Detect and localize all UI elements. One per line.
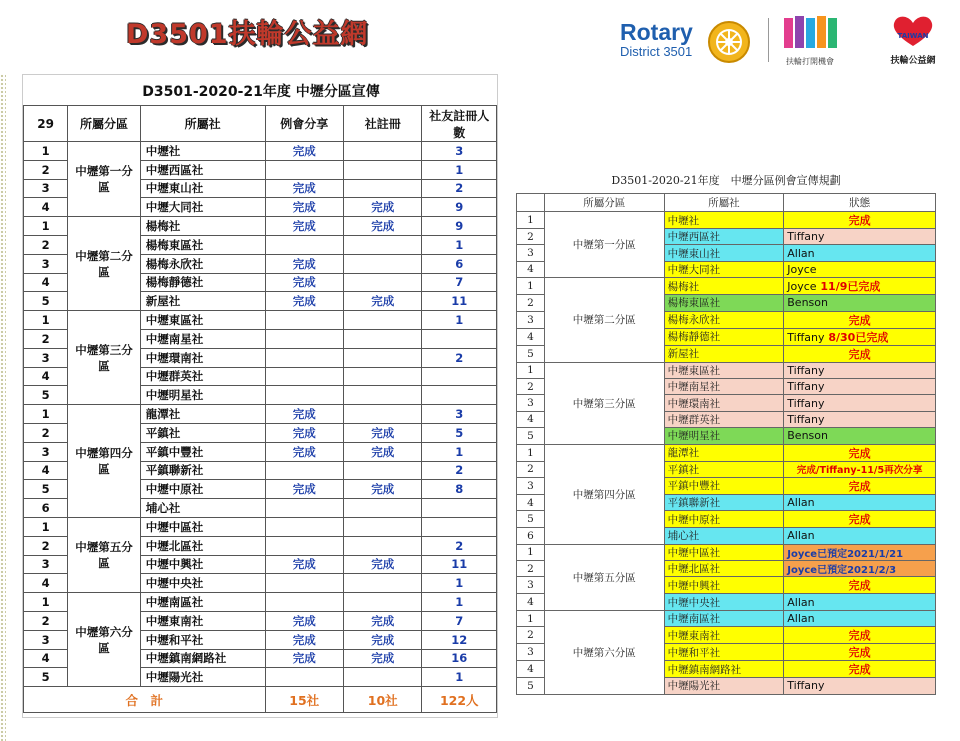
status-cell: Benson <box>784 428 936 444</box>
club-name: 楊梅東區社 <box>664 295 784 311</box>
club-name: 中壢南區社 <box>664 610 784 626</box>
row-number: 5 <box>24 292 68 311</box>
meeting-share-status: 完成 <box>265 142 343 161</box>
meeting-share-status <box>265 668 343 687</box>
row-number: 3 <box>517 395 545 411</box>
member-count: 16 <box>422 649 497 668</box>
member-count: 2 <box>422 536 497 555</box>
area-name: 中壢第一分區 <box>68 142 140 217</box>
club-name: 中壢大同社 <box>664 261 784 277</box>
rotary-name: Rotary <box>620 19 693 45</box>
club-registration-status <box>343 160 421 179</box>
club-name: 中壢東山社 <box>664 245 784 261</box>
status-cell: 完成 <box>784 627 936 644</box>
status-cell: Tiffany <box>784 229 936 245</box>
status-cell: 完成 <box>784 577 936 594</box>
meeting-share-status: 完成 <box>265 405 343 424</box>
row-number: 2 <box>517 295 545 311</box>
club-name: 中壢社 <box>664 212 784 229</box>
col-header-count: 29 <box>24 106 68 142</box>
club-name: 楊梅永欣社 <box>664 311 784 328</box>
row-number: 2 <box>517 378 545 394</box>
meeting-share-status <box>265 461 343 480</box>
status-cell: 完成 <box>784 477 936 494</box>
club-name: 中壢中區社 <box>140 517 265 536</box>
club-registration-status <box>343 405 421 424</box>
col-header-area: 所屬分區 <box>544 194 664 212</box>
member-count <box>422 329 497 348</box>
area-name: 中壢第一分區 <box>544 212 664 278</box>
member-count <box>422 517 497 536</box>
row-number: 5 <box>517 511 545 528</box>
fulun-logo <box>778 14 842 67</box>
status-cell: Joyce已預定2021/2/3 <box>784 561 936 577</box>
row-number: 4 <box>24 649 68 668</box>
club-name: 中壢社 <box>140 142 265 161</box>
club-name: 中壢中興社 <box>664 577 784 594</box>
row-number: 3 <box>24 179 68 198</box>
club-name: 中壢南星社 <box>140 329 265 348</box>
meeting-share-status: 完成 <box>265 292 343 311</box>
area-name: 中壢第四分區 <box>68 405 140 518</box>
row-number: 3 <box>517 245 545 261</box>
row-number: 1 <box>24 142 68 161</box>
table-row <box>24 593 497 612</box>
club-registration-status <box>343 668 421 687</box>
club-name: 新屋社 <box>664 345 784 362</box>
col-header-area: 所屬分區 <box>68 106 140 142</box>
col-header-index <box>517 194 545 212</box>
row-number: 4 <box>517 661 545 678</box>
row-number: 2 <box>517 229 545 245</box>
table-row <box>24 517 497 536</box>
row-number: 2 <box>517 627 545 644</box>
club-registration-status <box>343 499 421 518</box>
club-name: 平鎮聯新社 <box>140 461 265 480</box>
row-number: 4 <box>24 367 68 386</box>
meeting-share-status <box>265 160 343 179</box>
row-number: 4 <box>517 328 545 345</box>
table-row <box>517 278 936 295</box>
member-count: 3 <box>422 405 497 424</box>
row-number: 2 <box>517 461 545 477</box>
row-number: 5 <box>24 386 68 405</box>
member-count: 7 <box>422 611 497 630</box>
meeting-share-status <box>265 235 343 254</box>
club-name: 中壢明星社 <box>140 386 265 405</box>
member-count: 6 <box>422 254 497 273</box>
club-name: 平鎮聯新社 <box>664 494 784 510</box>
club-name: 中壢明星社 <box>664 428 784 444</box>
taiwan-label: 扶輪公益網 <box>890 56 936 66</box>
meeting-share-status: 完成 <box>265 649 343 668</box>
total-label: 合 計 <box>24 687 266 713</box>
member-count: 1 <box>422 668 497 687</box>
table-header-row <box>24 106 497 142</box>
club-name: 中壢大同社 <box>140 198 265 217</box>
table-row <box>24 142 497 161</box>
col-header-club: 所屬社 <box>664 194 784 212</box>
row-number: 1 <box>24 593 68 612</box>
club-registration-status <box>343 142 421 161</box>
row-number: 2 <box>24 611 68 630</box>
row-number: 3 <box>517 644 545 661</box>
meeting-share-status: 完成 <box>265 217 343 236</box>
status-cell: 完成 <box>784 661 936 678</box>
area-name: 中壢第二分區 <box>68 217 140 311</box>
logo-divider <box>768 18 769 62</box>
row-number: 1 <box>517 544 545 560</box>
club-name: 中壢群英社 <box>664 411 784 427</box>
table-row <box>517 444 936 461</box>
meeting-share-status <box>265 536 343 555</box>
row-number: 2 <box>24 423 68 442</box>
row-number: 1 <box>24 517 68 536</box>
member-count: 8 <box>422 480 497 499</box>
club-name: 中壢東南社 <box>140 611 265 630</box>
meeting-share-status <box>265 499 343 518</box>
status-person: Joyce <box>787 280 817 294</box>
member-count <box>422 386 497 405</box>
club-name: 中壢鎮南網路社 <box>664 661 784 678</box>
row-number: 6 <box>517 528 545 544</box>
club-name: 中壢中興社 <box>140 555 265 574</box>
row-number: 2 <box>24 329 68 348</box>
row-number: 3 <box>24 254 68 273</box>
club-name: 中壢東區社 <box>664 362 784 378</box>
row-number: 3 <box>24 630 68 649</box>
status-cell: 完成 <box>784 212 936 229</box>
club-name: 平鎮社 <box>664 461 784 477</box>
club-name: 中壢東南社 <box>664 627 784 644</box>
member-count: 9 <box>422 198 497 217</box>
meeting-share-status <box>265 517 343 536</box>
status-cell: Tiffany <box>784 395 936 411</box>
status-note: 11/9已完成 <box>816 280 881 294</box>
meeting-share-status <box>265 386 343 405</box>
club-name: 中壢中原社 <box>140 480 265 499</box>
status-cell: Allan <box>784 528 936 544</box>
meeting-share-status <box>265 348 343 367</box>
meeting-share-status: 完成 <box>265 423 343 442</box>
member-count: 1 <box>422 442 497 461</box>
row-number: 4 <box>517 594 545 610</box>
club-registration-status <box>343 367 421 386</box>
area-name: 中壢第二分區 <box>544 278 664 362</box>
club-name: 中壢和平社 <box>140 630 265 649</box>
row-number: 1 <box>24 311 68 330</box>
member-count: 1 <box>422 160 497 179</box>
row-number: 2 <box>24 235 68 254</box>
meeting-share-status: 完成 <box>265 179 343 198</box>
member-count: 3 <box>422 142 497 161</box>
club-name: 中壢環南社 <box>664 395 784 411</box>
club-registration-status <box>343 235 421 254</box>
rotary-wheel-icon <box>706 19 752 65</box>
club-name: 中壢環南社 <box>140 348 265 367</box>
member-count: 1 <box>422 574 497 593</box>
status-cell: Allan <box>784 594 936 610</box>
meeting-share-status <box>265 311 343 330</box>
member-count <box>422 499 497 518</box>
total-registration: 10社 <box>343 687 421 713</box>
club-name: 中壢東山社 <box>140 179 265 198</box>
col-header-registration: 社註冊 <box>343 106 421 142</box>
table-row <box>517 212 936 229</box>
row-number: 5 <box>517 678 545 694</box>
club-registration-status <box>343 273 421 292</box>
member-count <box>422 367 497 386</box>
rotary-logo <box>620 20 693 59</box>
status-cell: Tiffany <box>784 411 936 427</box>
club-registration-status <box>343 517 421 536</box>
row-number: 4 <box>24 461 68 480</box>
left-table-title: D3501-2020-21年度 中壢分區宣傳 <box>142 84 380 100</box>
row-number: 4 <box>517 261 545 277</box>
area-name: 中壢第五分區 <box>544 544 664 610</box>
club-name: 楊梅社 <box>664 278 784 295</box>
status-cell: Tiffany <box>784 678 936 694</box>
row-number: 1 <box>517 610 545 626</box>
club-name: 埔心社 <box>140 499 265 518</box>
table-row <box>24 217 497 236</box>
member-count: 11 <box>422 555 497 574</box>
club-name: 中壢東區社 <box>140 311 265 330</box>
status-cell: 完成 <box>784 511 936 528</box>
row-number: 1 <box>24 405 68 424</box>
status-cell: Allan <box>784 610 936 626</box>
club-name: 楊梅靜德社 <box>664 328 784 345</box>
club-name: 中壢西區社 <box>664 229 784 245</box>
row-number: 2 <box>24 160 68 179</box>
table-row <box>24 405 497 424</box>
club-name: 楊梅靜德社 <box>140 273 265 292</box>
member-count: 1 <box>422 593 497 612</box>
member-count: 2 <box>422 461 497 480</box>
meeting-share-status: 完成 <box>265 198 343 217</box>
status-cell: Allan <box>784 245 936 261</box>
member-count: 1 <box>422 311 497 330</box>
member-count: 2 <box>422 179 497 198</box>
club-registration-status: 完成 <box>343 442 421 461</box>
club-registration-status: 完成 <box>343 480 421 499</box>
page-title: D3501扶輪公益網 <box>126 19 369 50</box>
status-person: Tiffany <box>787 330 825 344</box>
meeting-share-status <box>265 574 343 593</box>
member-count: 11 <box>422 292 497 311</box>
total-member-count: 122人 <box>422 687 497 713</box>
total-row <box>24 687 497 713</box>
club-name: 楊梅東區社 <box>140 235 265 254</box>
status-cell: Tiffany <box>784 362 936 378</box>
row-number: 5 <box>24 480 68 499</box>
meeting-share-status: 完成 <box>265 442 343 461</box>
table-row <box>517 362 936 378</box>
meeting-share-status: 完成 <box>265 480 343 499</box>
club-registration-status <box>343 311 421 330</box>
club-name: 中壢鎮南網路社 <box>140 649 265 668</box>
status-cell: 完成 <box>784 311 936 328</box>
member-count: 2 <box>422 348 497 367</box>
club-registration-status <box>343 536 421 555</box>
club-name: 龍潭社 <box>664 444 784 461</box>
row-number: 3 <box>517 311 545 328</box>
club-name: 中壢中央社 <box>664 594 784 610</box>
row-number: 1 <box>517 444 545 461</box>
club-registration-status <box>343 461 421 480</box>
club-registration-status: 完成 <box>343 611 421 630</box>
fulun-label: 扶輪打開機會 <box>786 57 834 66</box>
row-number: 3 <box>24 348 68 367</box>
club-registration-status <box>343 574 421 593</box>
row-number: 1 <box>24 217 68 236</box>
row-number: 5 <box>24 668 68 687</box>
status-note: 8/30已完成 <box>824 330 889 344</box>
club-name: 楊梅社 <box>140 217 265 236</box>
status-cell: 完成 <box>784 345 936 362</box>
member-count: 7 <box>422 273 497 292</box>
club-registration-status <box>343 593 421 612</box>
table-row <box>517 544 936 560</box>
club-name: 中壢陽光社 <box>664 678 784 694</box>
row-number: 5 <box>517 345 545 362</box>
status-cell: Allan <box>784 494 936 510</box>
meeting-share-status: 完成 <box>265 254 343 273</box>
club-registration-status: 完成 <box>343 555 421 574</box>
row-number: 1 <box>517 278 545 295</box>
status-cell: 完成/Tiffany-11/5再次分享 <box>784 461 936 477</box>
row-number: 3 <box>24 555 68 574</box>
club-name: 中壢北區社 <box>664 561 784 577</box>
row-number: 4 <box>517 411 545 427</box>
club-name: 中壢群英社 <box>140 367 265 386</box>
club-name: 中壢中央社 <box>140 574 265 593</box>
status-cell <box>784 328 936 345</box>
row-number: 1 <box>517 212 545 229</box>
row-number: 6 <box>24 499 68 518</box>
status-cell: 完成 <box>784 644 936 661</box>
meeting-share-status: 完成 <box>265 630 343 649</box>
club-name: 中壢南區社 <box>140 593 265 612</box>
member-count: 5 <box>422 423 497 442</box>
club-registration-status: 完成 <box>343 292 421 311</box>
table-row <box>517 610 936 626</box>
row-number: 2 <box>24 536 68 555</box>
table-row <box>24 311 497 330</box>
status-cell: Benson <box>784 295 936 311</box>
club-name: 中壢中原社 <box>664 511 784 528</box>
area-name: 中壢第五分區 <box>68 517 140 592</box>
club-registration-status: 完成 <box>343 423 421 442</box>
club-name: 中壢南星社 <box>664 378 784 394</box>
fulun-doors-icon <box>780 14 840 50</box>
club-name: 中壢北區社 <box>140 536 265 555</box>
status-cell: Tiffany <box>784 378 936 394</box>
row-number: 4 <box>517 494 545 510</box>
area-name: 中壢第三分區 <box>68 311 140 405</box>
rotary-district: District 3501 <box>620 44 693 59</box>
club-name: 埔心社 <box>664 528 784 544</box>
club-name: 中壢陽光社 <box>140 668 265 687</box>
club-name: 中壢西區社 <box>140 160 265 179</box>
col-header-member-count: 社友註冊人數 <box>422 106 497 142</box>
club-registration-status <box>343 254 421 273</box>
meeting-share-status <box>265 329 343 348</box>
row-number: 5 <box>517 428 545 444</box>
club-registration-status: 完成 <box>343 198 421 217</box>
row-number: 3 <box>517 577 545 594</box>
table-header-row <box>517 194 936 212</box>
meeting-share-status: 完成 <box>265 273 343 292</box>
logo-bar <box>620 14 950 70</box>
taiwan-logo <box>882 14 944 66</box>
meeting-plan-table <box>516 193 936 695</box>
club-registration-status: 完成 <box>343 217 421 236</box>
status-cell: Joyce已預定2021/1/21 <box>784 544 936 560</box>
club-registration-status: 完成 <box>343 649 421 668</box>
meeting-share-status <box>265 593 343 612</box>
row-number: 4 <box>24 273 68 292</box>
member-count: 12 <box>422 630 497 649</box>
club-name: 龍潭社 <box>140 405 265 424</box>
taiwan-badge: TAIWAN <box>897 32 929 40</box>
club-name: 中壢和平社 <box>664 644 784 661</box>
area-promo-table <box>23 105 497 713</box>
total-share: 15社 <box>265 687 343 713</box>
row-number: 2 <box>517 561 545 577</box>
area-promo-panel <box>22 74 498 718</box>
area-name: 中壢第六分區 <box>68 593 140 687</box>
status-cell: 完成 <box>784 444 936 461</box>
heart-icon <box>889 14 937 48</box>
status-cell: Joyce <box>784 261 936 277</box>
row-number: 1 <box>517 362 545 378</box>
meeting-share-status: 完成 <box>265 611 343 630</box>
area-name: 中壢第四分區 <box>544 444 664 544</box>
club-registration-status <box>343 179 421 198</box>
col-header-share: 例會分享 <box>265 106 343 142</box>
row-number: 4 <box>24 574 68 593</box>
decorative-border <box>0 74 6 741</box>
club-name: 中壢中區社 <box>664 544 784 560</box>
club-registration-status <box>343 348 421 367</box>
row-number: 4 <box>24 198 68 217</box>
club-name: 平鎮中豐社 <box>664 477 784 494</box>
status-cell <box>784 278 936 295</box>
member-count: 1 <box>422 235 497 254</box>
club-name: 平鎮中豐社 <box>140 442 265 461</box>
area-name: 中壢第六分區 <box>544 610 664 694</box>
row-number: 3 <box>24 442 68 461</box>
club-name: 平鎮社 <box>140 423 265 442</box>
meeting-share-status <box>265 367 343 386</box>
right-table-title: D3501-2020-21年度 中壢分區例會宣傳規劃 <box>611 174 841 187</box>
club-registration-status <box>343 329 421 348</box>
row-number: 3 <box>517 477 545 494</box>
meeting-share-status: 完成 <box>265 555 343 574</box>
member-count: 9 <box>422 217 497 236</box>
area-name: 中壢第三分區 <box>544 362 664 444</box>
club-registration-status: 完成 <box>343 630 421 649</box>
club-name: 新屋社 <box>140 292 265 311</box>
col-header-club: 所屬社 <box>140 106 265 142</box>
club-registration-status <box>343 386 421 405</box>
col-header-status: 狀態 <box>784 194 936 212</box>
club-name: 楊梅永欣社 <box>140 254 265 273</box>
